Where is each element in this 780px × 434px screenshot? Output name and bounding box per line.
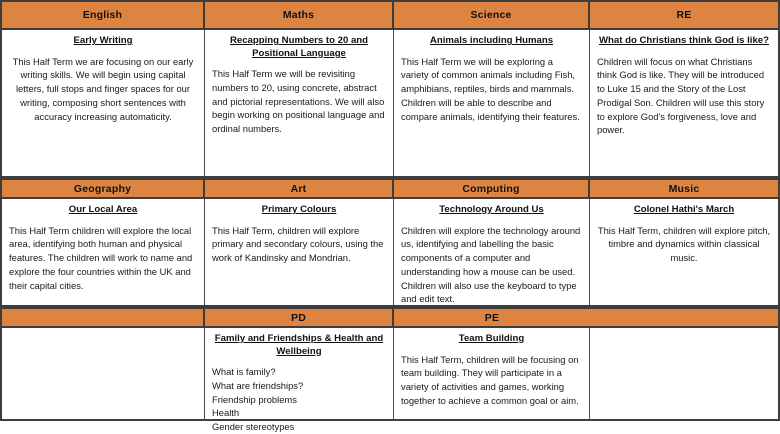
subject-header-label: Music: [668, 182, 700, 195]
topic-description: This Half Term, children will explore pitch, timbre and dynamics within classical music.: [597, 224, 771, 264]
subject-header-label: English: [82, 9, 123, 21]
subject-cell-science: [394, 30, 590, 176]
topic-title: Our Local Area: [68, 204, 138, 215]
subject-cell-english: [2, 30, 205, 176]
subject-header-pe: [394, 309, 590, 326]
curriculum-block: [0, 307, 780, 433]
topic-description: This Half Term, children will explore primary and secondary colours, using the work of Kandinsky and Mondrian.: [212, 224, 384, 264]
list-item: Gender stereotypes: [212, 421, 295, 433]
subject-header-maths: [205, 2, 394, 28]
list-item: What are friendships?: [212, 380, 304, 392]
subject-header-label: Computing: [462, 182, 520, 195]
subject-cell-empty-left: [2, 328, 205, 419]
topic-title: Technology Around Us: [439, 204, 544, 215]
subject-cell-music: [590, 199, 778, 305]
subject-header-row: [0, 0, 780, 30]
subject-body-row: [0, 30, 780, 178]
subject-cell-maths: [205, 30, 394, 176]
topic-title: Family and Friendships & Health and Wellbeing: [214, 333, 384, 357]
subject-header-art: [205, 180, 394, 197]
list-item: Friendship problems: [212, 393, 297, 405]
topic-description: This Half Term we will be exploring a variety of common animals including Fish, amphibians, reptiles, birds and mammals. Children will be able to describe and compare animals, identifying their features.: [401, 55, 580, 122]
subject-header-label: Art: [290, 182, 307, 195]
topic-description: This Half Term, children will be focusing on team building. They will participate in a variety of activities and games, working together to achieve a common goal or aim.: [401, 353, 579, 406]
topic-description: Children will explore the technology around us, identifying and labelling the basic components of a computer and understanding how a mouse can be used. Children will also use the keyboard to type and edit text.: [401, 224, 581, 305]
topic-title: What do Christians think God is like?: [598, 35, 770, 46]
subject-header-empty-left: [2, 309, 205, 326]
subject-header-computing: [394, 180, 590, 197]
subject-header-re: [590, 2, 778, 28]
subject-header-row: [0, 307, 780, 328]
subject-body-row: [0, 328, 780, 433]
subject-header-label: Geography: [73, 182, 132, 195]
topic-title: Colonel Hathi's March: [633, 204, 735, 215]
topic-title: Primary Colours: [261, 204, 337, 215]
topic-description: This Half Term children will explore the local area, identifying both human and physical features. The children will work to name and explore the four countries within the UK and their capital cities.: [9, 224, 193, 291]
subject-cell-pd: [205, 328, 394, 433]
list-item: Health: [212, 407, 240, 419]
topic-title: Recapping Numbers to 20 and Positional Language: [229, 35, 369, 59]
list-item: What is family?: [212, 366, 276, 378]
subject-header-english: [2, 2, 205, 28]
topic-title: Animals including Humans: [429, 35, 554, 46]
curriculum-block: [0, 0, 780, 178]
topic-description: This Half Term we are focusing on our early writing skills. We will begin using capital letters, full stops and finger spaces for our writing, composing short sentences with accuracy increasing automaticity.: [12, 55, 194, 122]
subject-cell-computing: [394, 199, 590, 305]
subject-header-science: [394, 2, 590, 28]
subject-cell-re: [590, 30, 778, 176]
subject-header-pd: [205, 309, 394, 326]
subject-header-row: [0, 178, 780, 199]
subject-header-geography: [2, 180, 205, 197]
subject-header-music: [590, 180, 778, 197]
subject-header-label: PD: [291, 311, 306, 324]
curriculum-block: [0, 178, 780, 307]
topic-title: Team Building: [458, 333, 525, 344]
subject-cell-geography: [2, 199, 205, 305]
subject-cell-empty-right: [590, 328, 778, 419]
subject-header-empty-right: [590, 309, 778, 326]
subject-header-label: RE: [676, 9, 692, 21]
subject-header-label: PE: [484, 311, 500, 324]
topic-description: Children will focus on what Christians think God is like. They will be introduced to Luke 15 and the Story of the Lost Prodigal Son. Children will use this story to explore God's forgiveness, love and power.: [597, 55, 765, 136]
subject-cell-art: [205, 199, 394, 305]
subject-header-label: Maths: [282, 9, 315, 21]
topic-list: [212, 365, 386, 434]
subject-body-row: [0, 199, 780, 307]
subject-cell-pe: [394, 328, 590, 419]
topic-description: This Half Term we will be revisiting numbers to 20, using concrete, abstract and pictorial representations. We will also begin working on positional language and ordinal numbers.: [212, 68, 385, 135]
subject-header-label: Science: [470, 9, 512, 21]
topic-title: Early Writing: [73, 35, 133, 46]
